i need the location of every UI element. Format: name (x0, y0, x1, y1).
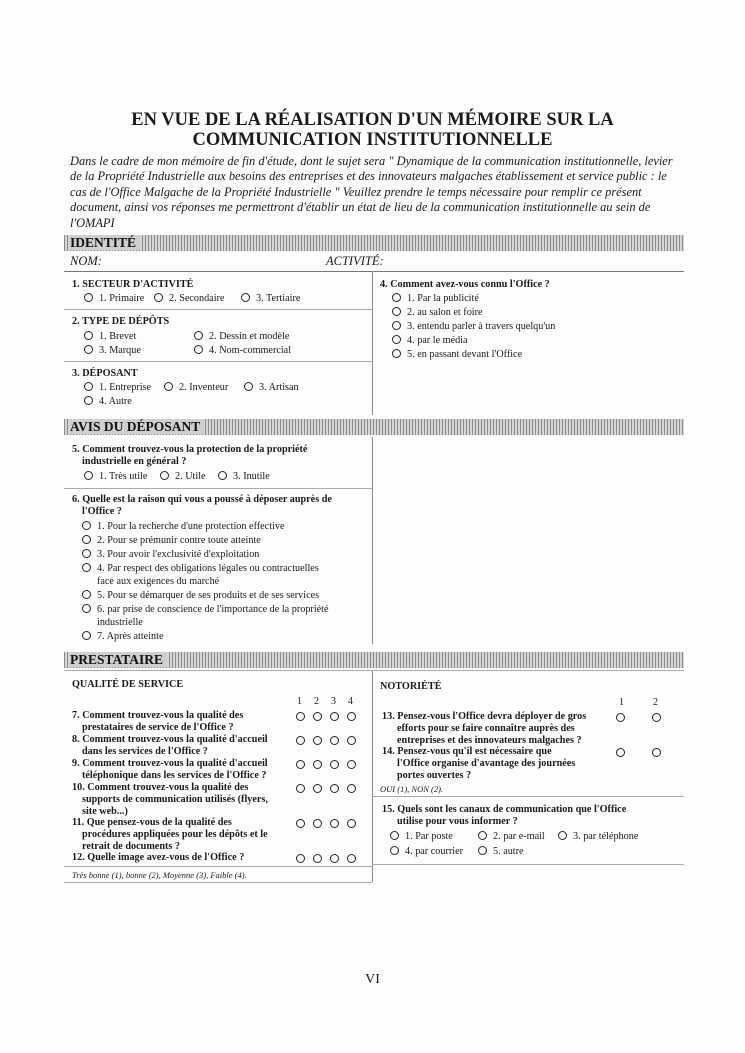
activite-label: ACTIVITÉ: (326, 254, 384, 268)
q11-label: 11. Que pensez-vous de la qualité des procédures appliquées pour les dépôts et le retrait de documents ? (72, 817, 268, 852)
q7-rating-radio-3[interactable] (330, 712, 339, 721)
q6-option-5[interactable]: 5. Pour se démarquer de ses produits et de ses services (82, 589, 319, 602)
q15-label: 15. Quels sont les canaux de communication que l'Office utilise pour vous informer ? (382, 804, 627, 827)
q6-option-7[interactable]: 7. Après atteinte (82, 630, 163, 643)
q11-rating-radio-4[interactable] (347, 819, 356, 828)
q2-label: 2. TYPE DE DÉPÔTS (72, 316, 170, 327)
q6-option-4[interactable]: 4. Par respect des obligations légales ou contractuelles (82, 562, 319, 575)
divider (372, 796, 684, 797)
column-divider (372, 271, 373, 415)
scale-label: 1 (619, 697, 624, 708)
radio-icon[interactable] (244, 382, 253, 391)
notoriete-heading: NOTORIÉTÉ (380, 681, 442, 692)
q3-label: 3. DÉPOSANT (72, 368, 138, 379)
q6-option-1[interactable]: 1. Pour la recherche d'une protection effective (82, 520, 284, 533)
q4-label: 4. Comment avez-vous connu l'Office ? (380, 279, 550, 290)
q6-label: 6. Quelle est la raison qui vous a poussé à déposer auprès de l'Office ? (72, 494, 332, 517)
column-divider (372, 437, 373, 644)
radio-icon[interactable] (390, 846, 399, 855)
q11-rating-radio-2[interactable] (313, 819, 322, 828)
radio-icon[interactable] (392, 321, 401, 330)
q1-option-3[interactable]: 3. Tertiaire (241, 292, 300, 305)
q13-label: 13. Pensez-vous l'Office devra déployer de gros efforts pour se faire connaître auprès des entreprises et des innovateurs malgaches ? (382, 711, 587, 746)
qualite-heading: QUALITÉ DE SERVICE (72, 679, 184, 690)
q2-option-2[interactable]: 2. Dessin et modèle (194, 330, 289, 343)
q6-option-3[interactable]: 3. Pour avoir l'exclusivité d'exploitation (82, 548, 259, 561)
q10-label: 10. Comment trouvez-vous la qualité des supports de communication utilisés (flyers, site web...) (72, 782, 268, 817)
section-band-identite: IDENTITÉ (64, 235, 684, 251)
qualite-legend: Très bonne (1), bonne (2), Moyenne (3), Faible (4). (72, 870, 247, 880)
radio-icon[interactable] (392, 293, 401, 302)
q9-label: 9. Comment trouvez-vous la qualité d'accueil téléphonique dans les services de l'Office ? (72, 758, 268, 781)
section-band-avis: AVIS DU DÉPOSANT (64, 419, 684, 435)
radio-icon[interactable] (390, 831, 399, 840)
q6-option-6[interactable]: 6. par prise de conscience de l'importance de la propriété (82, 603, 329, 616)
q1-option-2[interactable]: 2. Secondaire (154, 292, 224, 305)
q2-option-3[interactable]: 3. Marque (84, 344, 141, 357)
q15-option-2[interactable]: 2. par e-mail (478, 830, 545, 843)
q14-label: 14. Pensez-vous qu'il est nécessaire que l'Office organise d'avantage des journées portes ouvertes ? (382, 746, 576, 781)
radio-icon[interactable] (84, 293, 93, 302)
divider (372, 864, 684, 865)
q3-option-4[interactable]: 4. Autre (84, 395, 132, 408)
q10-rating-radio-3[interactable] (330, 784, 339, 793)
q1-label: 1. SECTEUR D'ACTIVITÉ (72, 279, 194, 290)
q14-radio-1[interactable] (616, 748, 625, 757)
divider (64, 271, 684, 272)
divider (64, 361, 372, 362)
page-number: VI (365, 972, 380, 987)
nom-label: NOM: (70, 254, 102, 268)
radio-icon[interactable] (82, 631, 91, 640)
q9-rating-radio-3[interactable] (330, 760, 339, 769)
q2-option-4[interactable]: 4. Nom-commercial (194, 344, 291, 357)
q12-rating-radio-4[interactable] (347, 854, 356, 863)
radio-icon[interactable] (164, 382, 173, 391)
q8-rating-radio-3[interactable] (330, 736, 339, 745)
radio-icon[interactable] (392, 335, 401, 344)
q5-option-1[interactable]: 1. Très utile (84, 470, 147, 483)
radio-icon[interactable] (84, 396, 93, 405)
radio-icon[interactable] (478, 846, 487, 855)
q4-option-2[interactable]: 2. au salon et foire (392, 306, 483, 319)
scale-label: 3 (331, 696, 336, 707)
section-band-prestataire: PRESTATAIRE (64, 652, 684, 668)
q1-option-1[interactable]: 1. Primaire (84, 292, 144, 305)
radio-icon[interactable] (392, 349, 401, 358)
q9-rating-radio-1[interactable] (296, 760, 305, 769)
q4-option-4[interactable]: 4. par le média (392, 334, 468, 347)
q3-option-1[interactable]: 1. Entreprise (84, 381, 151, 394)
column-divider (372, 670, 373, 882)
radio-icon[interactable] (82, 535, 91, 544)
q15-option-5[interactable]: 5. autre (478, 845, 524, 858)
radio-icon[interactable] (194, 331, 203, 340)
radio-icon[interactable] (82, 604, 91, 613)
radio-icon[interactable] (82, 563, 91, 572)
q5-option-2[interactable]: 2. Utile (160, 470, 206, 483)
title-line-1: EN VUE DE LA RÉALISATION D'UN MÉMOIRE SUR LA (131, 110, 614, 130)
scale-label: 2 (653, 697, 658, 708)
q10-rating-radio-2[interactable] (313, 784, 322, 793)
q4-option-5[interactable]: 5. en passant devant l'Office (392, 348, 522, 361)
q12-rating-radio-3[interactable] (330, 854, 339, 863)
q6-option-2[interactable]: 2. Pour se prémunir contre toute atteinte (82, 534, 261, 547)
notoriete-legend: OUI (1), NON (2). (380, 784, 444, 794)
q6-option-4-cont: face aux exigences du marché (97, 576, 220, 587)
q3-option-3[interactable]: 3. Artisan (244, 381, 299, 394)
q7-label: 7. Comment trouvez-vous la qualité des prestataires de service de l'Office ? (72, 710, 244, 733)
q4-option-1[interactable]: 1. Par la publicité (392, 292, 479, 305)
page-title (60, 110, 685, 150)
q11-rating-radio-3[interactable] (330, 819, 339, 828)
q12-rating-radio-1[interactable] (296, 854, 305, 863)
scale-label: 1 (297, 696, 302, 707)
q12-rating-radio-2[interactable] (313, 854, 322, 863)
divider (64, 866, 372, 867)
divider (64, 309, 372, 310)
q9-rating-radio-4[interactable] (347, 760, 356, 769)
radio-icon[interactable] (84, 345, 93, 354)
q11-rating-radio-1[interactable] (296, 819, 305, 828)
title-line-2: COMMUNICATION INSTITUTIONNELLE (192, 130, 553, 150)
radio-icon[interactable] (82, 549, 91, 558)
q8-rating-radio-4[interactable] (347, 736, 356, 745)
q8-rating-radio-2[interactable] (313, 736, 322, 745)
radio-icon[interactable] (392, 307, 401, 316)
radio-icon[interactable] (82, 521, 91, 530)
q2-option-1[interactable]: 1. Brevet (84, 330, 136, 343)
radio-icon[interactable] (241, 293, 250, 302)
radio-icon[interactable] (84, 382, 93, 391)
q10-rating-radio-4[interactable] (347, 784, 356, 793)
q15-option-3[interactable]: 3. par téléphone (558, 830, 638, 843)
q15-option-1[interactable]: 1. Par poste (390, 830, 453, 843)
q14-radio-2[interactable] (652, 748, 661, 757)
divider (64, 882, 372, 883)
intro-paragraph: Dans le cadre de mon mémoire de fin d'étude, dont le sujet sera " Dynamique de la communication institutionnelle, levier de la Propriété Industrielle aux besoins des entreprises et des innovateurs malgaches établissement et service public : le cas de l'Office Malgache de la Propriété Industrielle " Veuillez prendre le temps nécessaire pour remplir ce présent document, ainsi vos réponses me permettront d'établir un état de lieu de la communication institutionnelle au sein de l'OMAPI (70, 154, 673, 230)
radio-icon[interactable] (160, 471, 169, 480)
q13-radio-1[interactable] (616, 713, 625, 722)
q13-radio-2[interactable] (652, 713, 661, 722)
radio-icon[interactable] (194, 345, 203, 354)
q15-option-4[interactable]: 4. par courrier (390, 845, 463, 858)
q5-label: 5. Comment trouvez-vous la protection de la propriété industrielle en général ? (72, 444, 308, 467)
q5-option-3[interactable]: 3. Inutile (218, 470, 270, 483)
q9-rating-radio-2[interactable] (313, 760, 322, 769)
q7-rating-radio-1[interactable] (296, 712, 305, 721)
q4-option-3[interactable]: 3. entendu parler à travers quelqu'un (392, 320, 555, 333)
q8-label: 8. Comment trouvez-vous la qualité d'accueil dans les services de l'Office ? (72, 734, 268, 757)
radio-icon[interactable] (218, 471, 227, 480)
q7-rating-radio-2[interactable] (313, 712, 322, 721)
q6-option-6-cont: industrielle (97, 617, 143, 628)
divider (64, 670, 684, 671)
q8-rating-radio-1[interactable] (296, 736, 305, 745)
q3-option-2[interactable]: 2. Inventeur (164, 381, 228, 394)
radio-icon[interactable] (478, 831, 487, 840)
radio-icon[interactable] (154, 293, 163, 302)
scale-label: 2 (314, 696, 319, 707)
scale-label: 4 (348, 696, 353, 707)
q7-rating-radio-4[interactable] (347, 712, 356, 721)
radio-icon[interactable] (558, 831, 567, 840)
radio-icon[interactable] (84, 331, 93, 340)
q10-rating-radio-1[interactable] (296, 784, 305, 793)
q12-label: 12. Quelle image avez-vous de l'Office ? (72, 852, 245, 863)
radio-icon[interactable] (84, 471, 93, 480)
radio-icon[interactable] (82, 590, 91, 599)
divider (64, 488, 372, 489)
